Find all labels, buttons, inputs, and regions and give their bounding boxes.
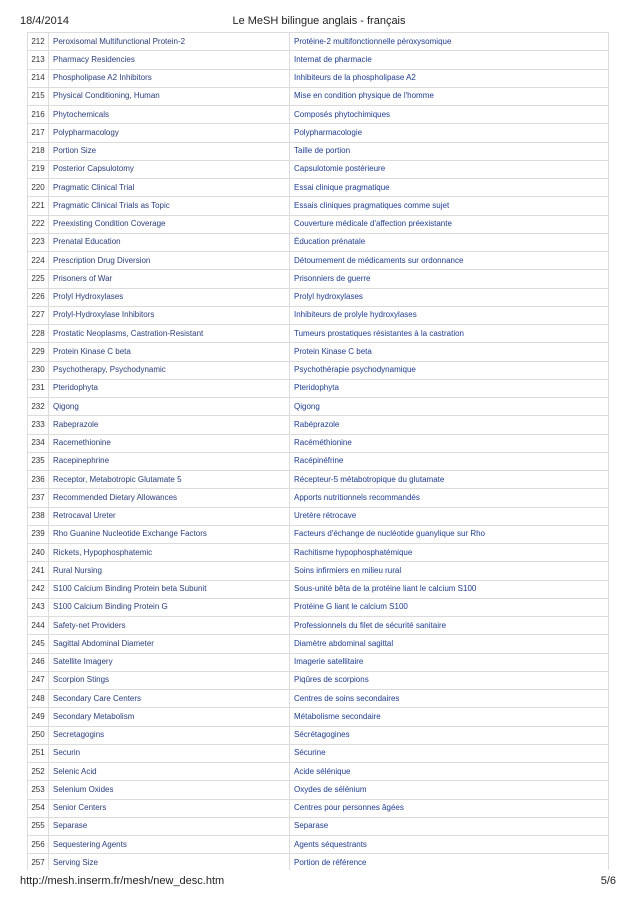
- english-term: Prostatic Neoplasms, Castration-Resistant: [49, 325, 290, 343]
- row-number: 253: [28, 781, 49, 799]
- row-number: 213: [28, 51, 49, 69]
- table-row: [28, 817, 609, 835]
- table-row: [28, 270, 609, 288]
- english-term: Satellite Imagery: [49, 653, 290, 671]
- french-term: Rachitisme hypophosphatémique: [290, 544, 609, 562]
- table-row: [28, 836, 609, 854]
- english-term: Safety-net Providers: [49, 617, 290, 635]
- table-row: [28, 325, 609, 343]
- table-row: [28, 580, 609, 598]
- row-number: 221: [28, 197, 49, 215]
- table-row: [28, 306, 609, 324]
- french-term: Acide sélénique: [290, 763, 609, 781]
- french-term: Essais cliniques pragmatiques comme sujet: [290, 197, 609, 215]
- english-term: Secretagogins: [49, 726, 290, 744]
- english-term: Pragmatic Clinical Trial: [49, 179, 290, 197]
- row-number: 214: [28, 69, 49, 87]
- table-row: [28, 854, 609, 870]
- english-term: Pharmacy Residencies: [49, 51, 290, 69]
- french-term: Mise en condition physique de l'homme: [290, 87, 609, 105]
- row-number: 215: [28, 87, 49, 105]
- page-title: Le MeSH bilingue anglais - français: [232, 15, 406, 27]
- table-row: [28, 51, 609, 69]
- english-term: Rho Guanine Nucleotide Exchange Factors: [49, 525, 290, 543]
- row-number: 234: [28, 434, 49, 452]
- table-row: [28, 708, 609, 726]
- english-term: Secondary Metabolism: [49, 708, 290, 726]
- english-term: Phytochemicals: [49, 106, 290, 124]
- row-number: 241: [28, 562, 49, 580]
- row-number: 237: [28, 489, 49, 507]
- table-row: [28, 142, 609, 160]
- english-term: Protein Kinase C beta: [49, 343, 290, 361]
- english-term: Posterior Capsulotomy: [49, 160, 290, 178]
- french-term: Récepteur-5 métabotropique du glutamate: [290, 471, 609, 489]
- english-term: Receptor, Metabotropic Glutamate 5: [49, 471, 290, 489]
- row-number: 233: [28, 416, 49, 434]
- row-number: 219: [28, 160, 49, 178]
- term-table-container: [27, 32, 609, 870]
- english-term: Retrocaval Ureter: [49, 507, 290, 525]
- row-number: 224: [28, 252, 49, 270]
- english-term: Portion Size: [49, 142, 290, 160]
- row-number: 245: [28, 635, 49, 653]
- row-number: 212: [28, 33, 49, 51]
- table-row: [28, 562, 609, 580]
- french-term: Éducation prénatale: [290, 233, 609, 251]
- table-row: [28, 179, 609, 197]
- row-number: 255: [28, 817, 49, 835]
- english-term: Scorpion Stings: [49, 671, 290, 689]
- french-term: Taille de portion: [290, 142, 609, 160]
- table-row: [28, 69, 609, 87]
- table-row: [28, 361, 609, 379]
- row-number: 235: [28, 452, 49, 470]
- french-term: Métabolisme secondaire: [290, 708, 609, 726]
- french-term: Sécurine: [290, 744, 609, 762]
- english-term: Racemethionine: [49, 434, 290, 452]
- row-number: 222: [28, 215, 49, 233]
- row-number: 230: [28, 361, 49, 379]
- row-number: 218: [28, 142, 49, 160]
- term-table-body: [28, 33, 609, 871]
- table-row: [28, 781, 609, 799]
- french-term: Professionnels du filet de sécurité sanitaire: [290, 617, 609, 635]
- table-row: [28, 288, 609, 306]
- english-term: Rural Nursing: [49, 562, 290, 580]
- french-term: Internat de pharmacie: [290, 51, 609, 69]
- table-row: [28, 197, 609, 215]
- french-term: Diamètre abdominal sagittal: [290, 635, 609, 653]
- table-row: [28, 160, 609, 178]
- row-number: 248: [28, 690, 49, 708]
- row-number: 252: [28, 763, 49, 781]
- english-term: Rabeprazole: [49, 416, 290, 434]
- french-term: Psychothérapie psychodynamique: [290, 361, 609, 379]
- french-term: Prisonniers de guerre: [290, 270, 609, 288]
- row-number: 249: [28, 708, 49, 726]
- french-term: Tumeurs prostatiques résistantes à la castration: [290, 325, 609, 343]
- french-term: Couverture médicale d'affection préexistante: [290, 215, 609, 233]
- table-row: [28, 252, 609, 270]
- table-row: [28, 471, 609, 489]
- row-number: 217: [28, 124, 49, 142]
- table-row: [28, 544, 609, 562]
- french-term: Sous-unité bêta de la protéine liant le calcium S100: [290, 580, 609, 598]
- table-row: [28, 233, 609, 251]
- english-term: Prolyl-Hydroxylase Inhibitors: [49, 306, 290, 324]
- english-term: Preexisting Condition Coverage: [49, 215, 290, 233]
- row-number: 216: [28, 106, 49, 124]
- print-date: 18/4/2014: [20, 15, 69, 27]
- french-term: Qigong: [290, 398, 609, 416]
- english-term: Pragmatic Clinical Trials as Topic: [49, 197, 290, 215]
- table-row: [28, 671, 609, 689]
- english-term: Rickets, Hypophosphatemic: [49, 544, 290, 562]
- english-term: Sagittal Abdominal Diameter: [49, 635, 290, 653]
- french-term: Rabéprazole: [290, 416, 609, 434]
- row-number: 220: [28, 179, 49, 197]
- english-term: Selenium Oxides: [49, 781, 290, 799]
- table-row: [28, 617, 609, 635]
- english-term: Recommended Dietary Allowances: [49, 489, 290, 507]
- french-term: Portion de référence: [290, 854, 609, 870]
- french-term: Centres pour personnes âgées: [290, 799, 609, 817]
- french-term: Piqûres de scorpions: [290, 671, 609, 689]
- row-number: 251: [28, 744, 49, 762]
- row-number: 225: [28, 270, 49, 288]
- french-term: Separase: [290, 817, 609, 835]
- row-number: 242: [28, 580, 49, 598]
- english-term: Physical Conditioning, Human: [49, 87, 290, 105]
- french-term: Facteurs d'échange de nucléotide guanylique sur Rho: [290, 525, 609, 543]
- english-term: Qigong: [49, 398, 290, 416]
- row-number: 232: [28, 398, 49, 416]
- table-row: [28, 799, 609, 817]
- table-row: [28, 726, 609, 744]
- table-row: [28, 489, 609, 507]
- english-term: Sequestering Agents: [49, 836, 290, 854]
- footer-url: http://mesh.inserm.fr/mesh/new_desc.htm: [20, 875, 225, 887]
- table-row: [28, 690, 609, 708]
- french-term: Inhibiteurs de prolyle hydroxylases: [290, 306, 609, 324]
- french-term: Uretère rétrocave: [290, 507, 609, 525]
- english-term: Prisoners of War: [49, 270, 290, 288]
- french-term: Racéméthionine: [290, 434, 609, 452]
- row-number: 223: [28, 233, 49, 251]
- table-row: [28, 452, 609, 470]
- table-row: [28, 343, 609, 361]
- footer-page-number: 5/6: [600, 875, 616, 887]
- english-term: Serving Size: [49, 854, 290, 870]
- english-term: Prolyl Hydroxylases: [49, 288, 290, 306]
- table-row: [28, 507, 609, 525]
- table-row: [28, 416, 609, 434]
- row-number: 244: [28, 617, 49, 635]
- row-number: 247: [28, 671, 49, 689]
- row-number: 246: [28, 653, 49, 671]
- table-row: [28, 215, 609, 233]
- french-term: Protéine-2 multifonctionnelle péroxysomique: [290, 33, 609, 51]
- table-row: [28, 398, 609, 416]
- row-number: 256: [28, 836, 49, 854]
- row-number: 243: [28, 598, 49, 616]
- table-row: [28, 434, 609, 452]
- english-term: Racepinephrine: [49, 452, 290, 470]
- row-number: 229: [28, 343, 49, 361]
- french-term: Inhibiteurs de la phospholipase A2: [290, 69, 609, 87]
- row-number: 254: [28, 799, 49, 817]
- table-row: [28, 33, 609, 51]
- row-number: 228: [28, 325, 49, 343]
- table-row: [28, 124, 609, 142]
- french-term: Centres de soins secondaires: [290, 690, 609, 708]
- row-number: 238: [28, 507, 49, 525]
- english-term: Peroxisomal Multifunctional Protein-2: [49, 33, 290, 51]
- english-term: Prescription Drug Diversion: [49, 252, 290, 270]
- row-number: 250: [28, 726, 49, 744]
- french-term: Prolyl hydroxylases: [290, 288, 609, 306]
- french-term: Pteridophyta: [290, 379, 609, 397]
- english-term: Selenic Acid: [49, 763, 290, 781]
- french-term: Essai clinique pragmatique: [290, 179, 609, 197]
- french-term: Agents séquestrants: [290, 836, 609, 854]
- table-row: [28, 653, 609, 671]
- row-number: 257: [28, 854, 49, 870]
- french-term: Composés phytochimiques: [290, 106, 609, 124]
- english-term: Prenatal Education: [49, 233, 290, 251]
- french-term: Capsulotomie postérieure: [290, 160, 609, 178]
- english-term: Securin: [49, 744, 290, 762]
- french-term: Imagerie satellitaire: [290, 653, 609, 671]
- table-row: [28, 635, 609, 653]
- french-term: Oxydes de sélénium: [290, 781, 609, 799]
- french-term: Soins infirmiers en milieu rural: [290, 562, 609, 580]
- row-number: 240: [28, 544, 49, 562]
- row-number: 227: [28, 306, 49, 324]
- french-term: Protéine G liant le calcium S100: [290, 598, 609, 616]
- english-term: Polypharmacology: [49, 124, 290, 142]
- english-term: Psychotherapy, Psychodynamic: [49, 361, 290, 379]
- table-row: [28, 106, 609, 124]
- french-term: Protein Kinase C beta: [290, 343, 609, 361]
- french-term: Apports nutritionnels recommandés: [290, 489, 609, 507]
- french-term: Sécrétagogines: [290, 726, 609, 744]
- french-term: Détournement de médicaments sur ordonnance: [290, 252, 609, 270]
- english-term: Senior Centers: [49, 799, 290, 817]
- english-term: S100 Calcium Binding Protein beta Subunit: [49, 580, 290, 598]
- table-row: [28, 598, 609, 616]
- row-number: 239: [28, 525, 49, 543]
- table-row: [28, 763, 609, 781]
- english-term: Pteridophyta: [49, 379, 290, 397]
- row-number: 226: [28, 288, 49, 306]
- table-row: [28, 744, 609, 762]
- table-row: [28, 525, 609, 543]
- term-table: [27, 32, 609, 870]
- french-term: Polypharmacologie: [290, 124, 609, 142]
- row-number: 231: [28, 379, 49, 397]
- table-row: [28, 87, 609, 105]
- english-term: Separase: [49, 817, 290, 835]
- english-term: Secondary Care Centers: [49, 690, 290, 708]
- english-term: S100 Calcium Binding Protein G: [49, 598, 290, 616]
- row-number: 236: [28, 471, 49, 489]
- french-term: Racépinéfrine: [290, 452, 609, 470]
- english-term: Phospholipase A2 Inhibitors: [49, 69, 290, 87]
- table-row: [28, 379, 609, 397]
